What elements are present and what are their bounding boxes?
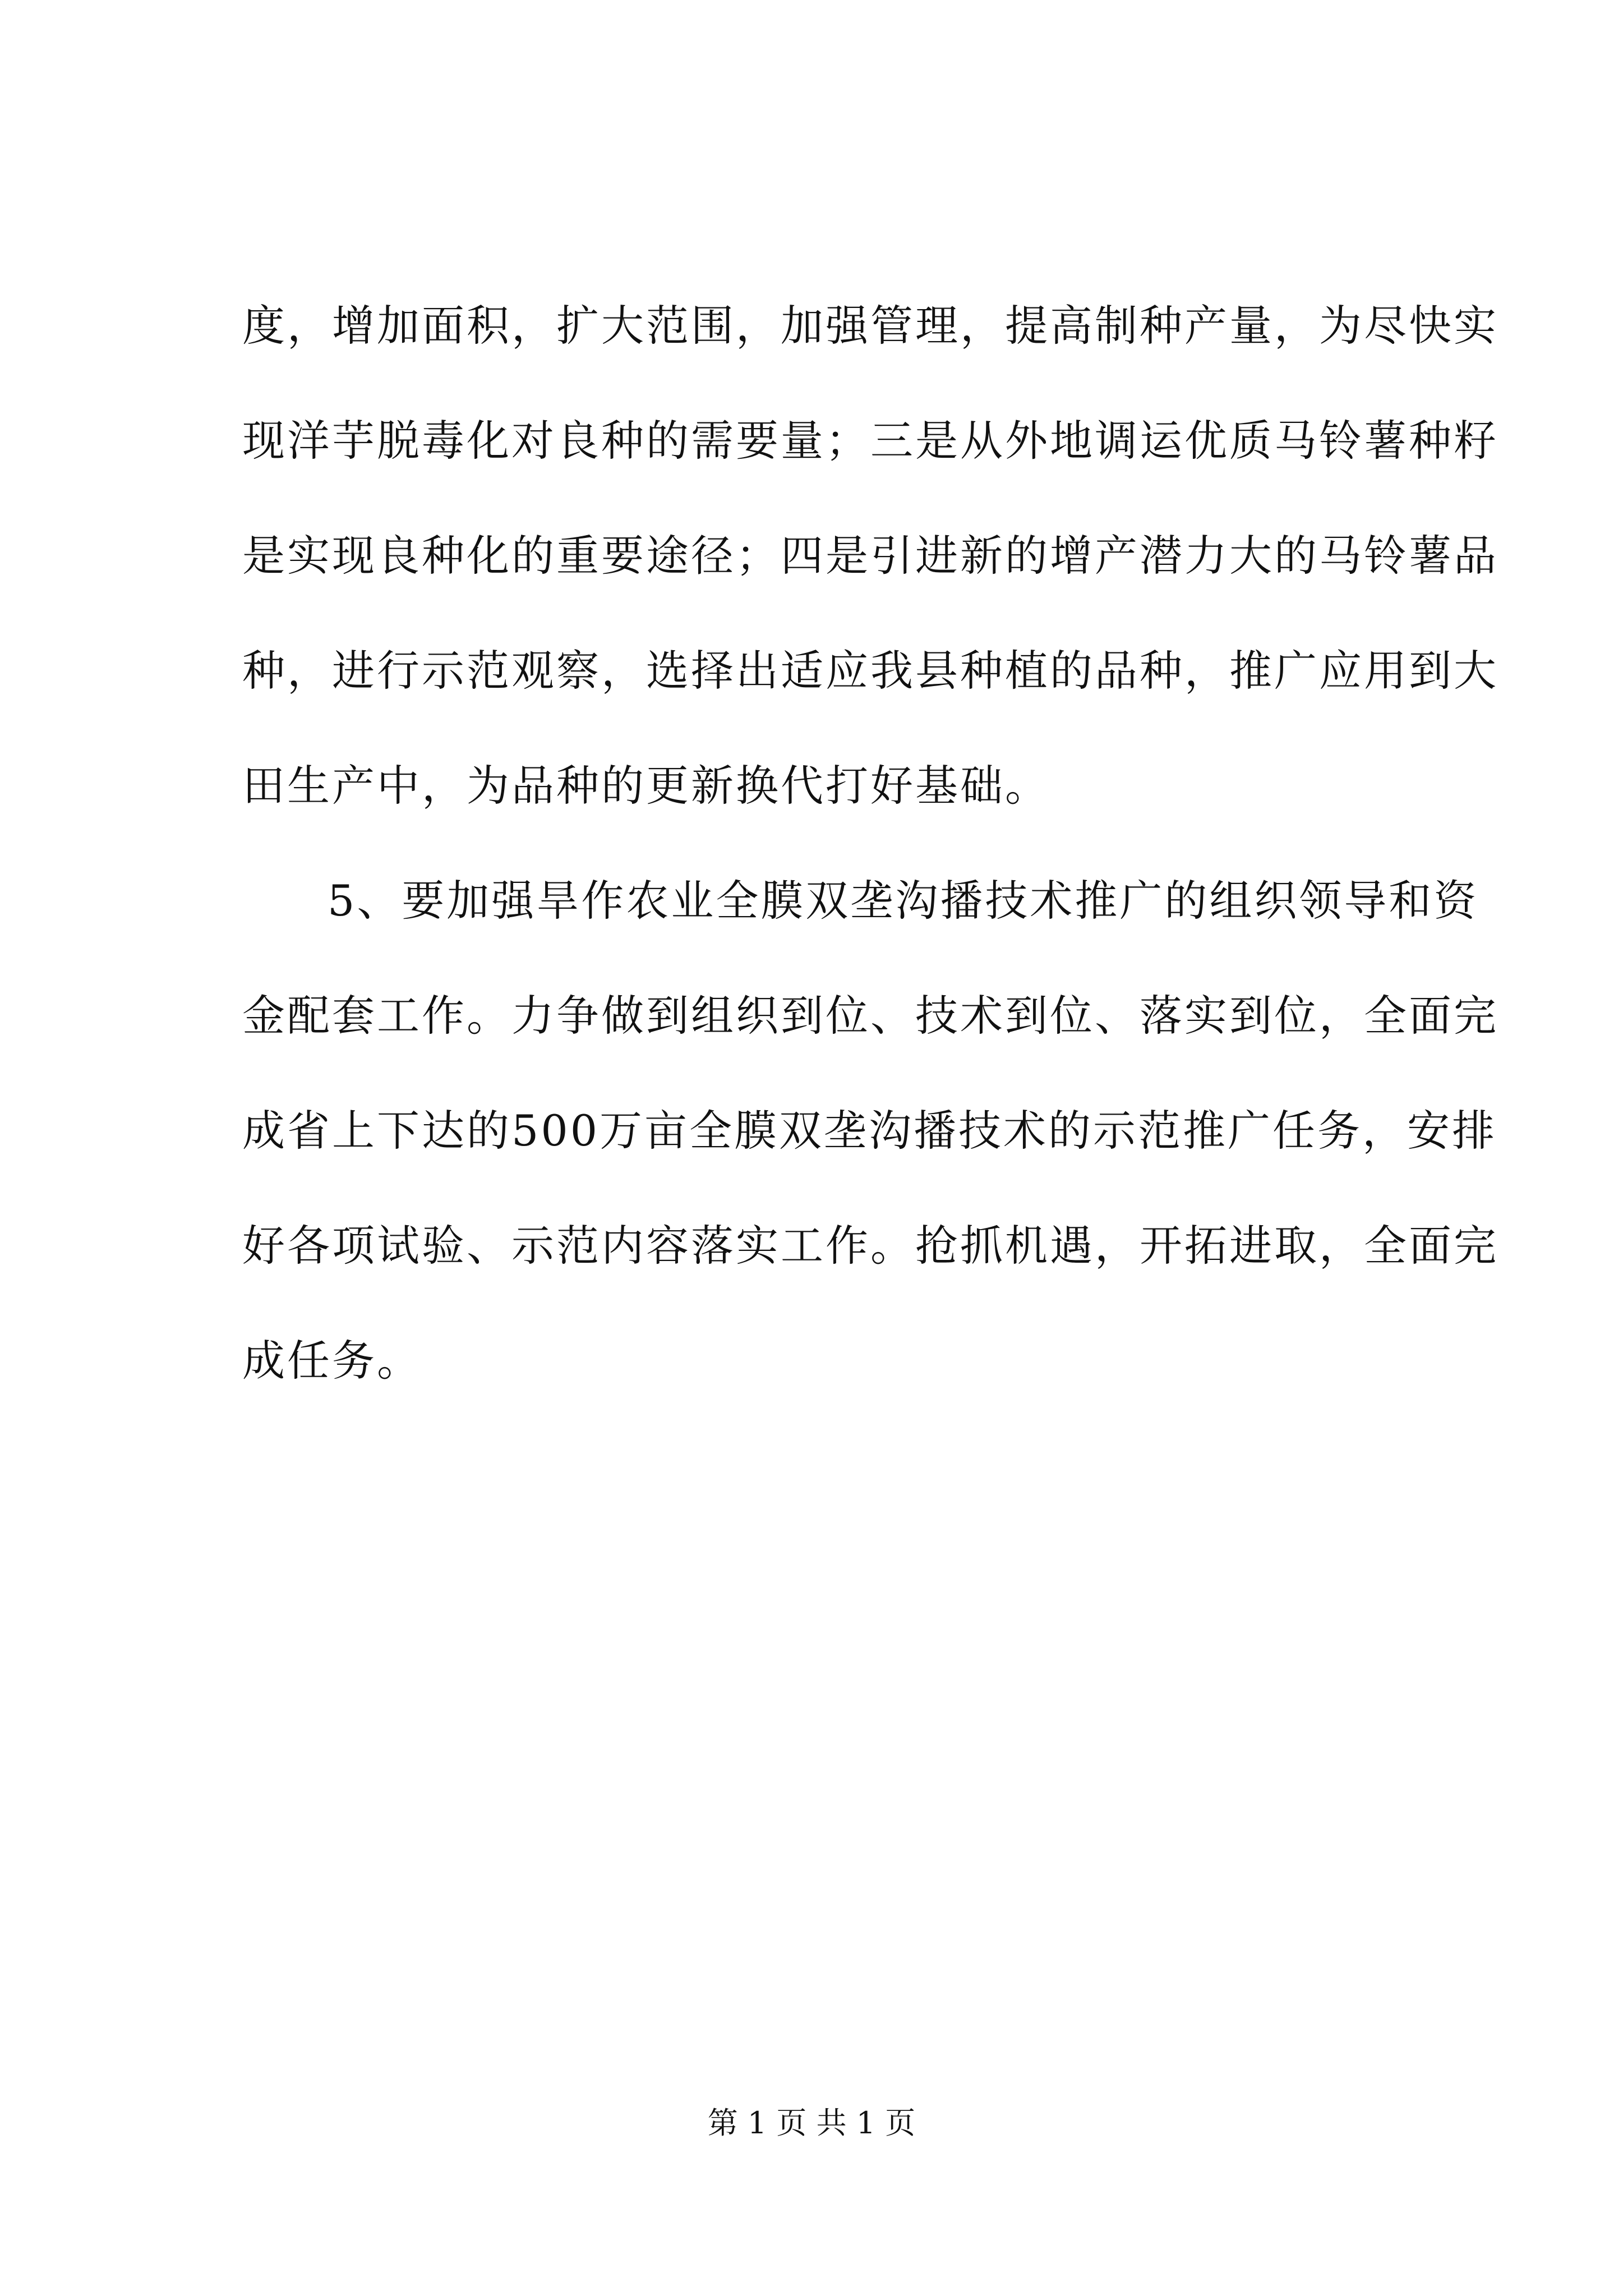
text-line: 金配套工作。力争做到组织到位、技术到位、落实到位，全面完: [242, 991, 1498, 1041]
text-line: 成任务。: [242, 1336, 422, 1386]
paragraph-1: [242, 268, 1498, 843]
text-line: 5、要加强旱作农业全膜双垄沟播技术推广的组织领导和资: [328, 876, 1479, 926]
text-line: 是实现良种化的重要途径；四是引进新的增产潜力大的马铃薯品: [242, 531, 1498, 581]
text-line: 田生产中，为品种的更新换代打好基础。: [242, 761, 1050, 811]
text-line: 种，进行示范观察，选择出适应我县种植的品种，推广应用到大: [242, 646, 1498, 696]
text-line: 成省上下达的500万亩全膜双垄沟播技术的示范推广任务，安排: [242, 1106, 1497, 1156]
paragraph-2: [242, 843, 1498, 1418]
text-line: 好各项试验、示范内容落实工作。抢抓机遇，开拓进取，全面完: [242, 1221, 1498, 1271]
text-line: 现洋芋脱毒化对良种的需要量；三是从外地调运优质马铃薯种籽: [242, 416, 1498, 466]
page-footer: 第 1 页 共 1 页: [707, 2105, 916, 2141]
text-line: 度，增加面积，扩大范围，加强管理，提高制种产量，为尽快实: [242, 301, 1498, 351]
document-body: [242, 268, 1498, 1418]
